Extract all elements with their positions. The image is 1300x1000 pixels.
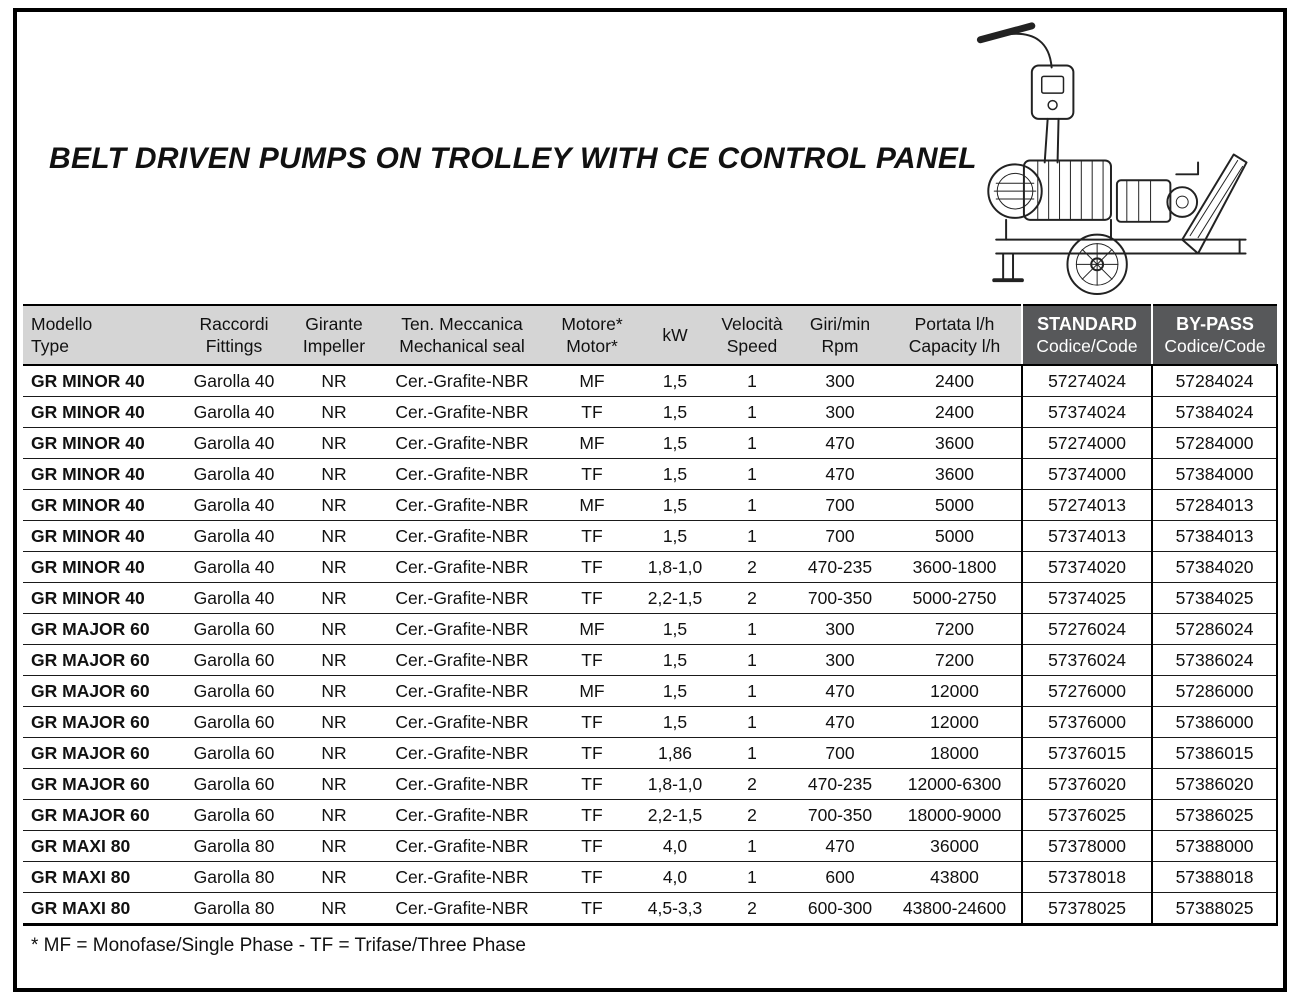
table-row — [23, 676, 1277, 707]
table-row — [23, 831, 1277, 862]
cell-motor: TF — [546, 800, 638, 831]
cell-fittings: Garolla 60 — [178, 645, 290, 676]
cell-kw: 1,86 — [638, 738, 712, 769]
cell-bypass-code: 57284013 — [1152, 490, 1277, 521]
pump-body — [1117, 162, 1198, 221]
cell-speed: 1 — [712, 831, 792, 862]
column-header-speed: Velocità Speed — [712, 305, 792, 365]
column-header-impeller: Girante Impeller — [290, 305, 378, 365]
cell-bypass-code: 57386015 — [1152, 738, 1277, 769]
cell-mechanical-seal: Cer.-Grafite-NBR — [378, 490, 546, 521]
trolley-frame — [994, 155, 1246, 281]
cell-standard-code: 57274000 — [1022, 428, 1152, 459]
cell-model: GR MINOR 40 — [23, 490, 178, 521]
table-row — [23, 738, 1277, 769]
cell-capacity: 5000-2750 — [888, 583, 1022, 614]
cell-standard-code: 57374025 — [1022, 583, 1152, 614]
cell-capacity: 18000 — [888, 738, 1022, 769]
cell-mechanical-seal: Cer.-Grafite-NBR — [378, 831, 546, 862]
cell-motor: TF — [546, 831, 638, 862]
cell-fittings: Garolla 40 — [178, 428, 290, 459]
cell-speed: 1 — [712, 676, 792, 707]
cell-capacity: 3600 — [888, 459, 1022, 490]
table-row — [23, 583, 1277, 614]
cell-standard-code: 57376020 — [1022, 769, 1152, 800]
cell-impeller: NR — [290, 365, 378, 397]
cell-capacity: 2400 — [888, 365, 1022, 397]
cell-capacity: 3600-1800 — [888, 552, 1022, 583]
cell-model: GR MAXI 80 — [23, 831, 178, 862]
cell-speed: 2 — [712, 800, 792, 831]
cell-model: GR MINOR 40 — [23, 459, 178, 490]
pump-trolley-illustration — [945, 16, 1275, 298]
cell-rpm: 300 — [792, 397, 888, 428]
table-body — [23, 365, 1277, 925]
cell-standard-code: 57378000 — [1022, 831, 1152, 862]
cell-model: GR MAJOR 60 — [23, 645, 178, 676]
cell-impeller: NR — [290, 862, 378, 893]
cell-fittings: Garolla 80 — [178, 831, 290, 862]
cell-speed: 1 — [712, 459, 792, 490]
cell-kw: 4,5-3,3 — [638, 893, 712, 925]
page-header — [23, 12, 1277, 304]
cell-motor: TF — [546, 707, 638, 738]
cell-capacity: 36000 — [888, 831, 1022, 862]
cell-speed: 1 — [712, 707, 792, 738]
cell-capacity: 18000-9000 — [888, 800, 1022, 831]
cell-kw: 1,5 — [638, 459, 712, 490]
cell-fittings: Garolla 40 — [178, 583, 290, 614]
column-header-model: Modello Type — [23, 305, 178, 365]
cell-rpm: 470-235 — [792, 552, 888, 583]
cell-speed: 1 — [712, 738, 792, 769]
cell-model: GR MAJOR 60 — [23, 738, 178, 769]
cell-standard-code: 57378025 — [1022, 893, 1152, 925]
cell-model: GR MINOR 40 — [23, 428, 178, 459]
cell-model: GR MINOR 40 — [23, 521, 178, 552]
cell-motor: TF — [546, 893, 638, 925]
electric-motor — [988, 160, 1111, 219]
cell-impeller: NR — [290, 893, 378, 925]
pump-trolley-illustration-svg — [945, 16, 1275, 298]
page-title: BELT DRIVEN PUMPS ON TROLLEY WITH CE CONTROL PANEL — [49, 142, 977, 175]
cell-model: GR MAJOR 60 — [23, 614, 178, 645]
cell-kw: 2,2-1,5 — [638, 800, 712, 831]
cell-mechanical-seal: Cer.-Grafite-NBR — [378, 738, 546, 769]
cell-standard-code: 57374024 — [1022, 397, 1152, 428]
header-row — [23, 305, 1277, 365]
cell-motor: TF — [546, 583, 638, 614]
cell-mechanical-seal: Cer.-Grafite-NBR — [378, 521, 546, 552]
column-header-bypass-code: BY-PASS Codice/Code — [1152, 305, 1277, 365]
cell-impeller: NR — [290, 552, 378, 583]
cell-speed: 2 — [712, 893, 792, 925]
cell-speed: 1 — [712, 614, 792, 645]
cell-bypass-code: 57388025 — [1152, 893, 1277, 925]
cell-motor: TF — [546, 459, 638, 490]
cell-impeller: NR — [290, 490, 378, 521]
cell-kw: 2,2-1,5 — [638, 583, 712, 614]
cell-bypass-code: 57284024 — [1152, 365, 1277, 397]
table-row — [23, 459, 1277, 490]
cell-kw: 1,8-1,0 — [638, 769, 712, 800]
table-row — [23, 800, 1277, 831]
cell-model: GR MINOR 40 — [23, 365, 178, 397]
cell-motor: TF — [546, 521, 638, 552]
cell-mechanical-seal: Cer.-Grafite-NBR — [378, 583, 546, 614]
cell-capacity: 7200 — [888, 645, 1022, 676]
control-panel — [1032, 65, 1074, 162]
cell-standard-code: 57376000 — [1022, 707, 1152, 738]
cell-standard-code: 57374013 — [1022, 521, 1152, 552]
cell-standard-code: 57374020 — [1022, 552, 1152, 583]
table-header — [23, 305, 1277, 365]
cell-rpm: 470 — [792, 428, 888, 459]
cell-standard-code: 57276000 — [1022, 676, 1152, 707]
cell-mechanical-seal: Cer.-Grafite-NBR — [378, 365, 546, 397]
cell-impeller: NR — [290, 614, 378, 645]
cell-impeller: NR — [290, 521, 378, 552]
cell-impeller: NR — [290, 645, 378, 676]
column-header-capacity: Portata l/h Capacity l/h — [888, 305, 1022, 365]
cell-motor: TF — [546, 862, 638, 893]
cell-impeller: NR — [290, 459, 378, 490]
cell-bypass-code: 57388018 — [1152, 862, 1277, 893]
cell-model: GR MINOR 40 — [23, 583, 178, 614]
table-row — [23, 552, 1277, 583]
cell-fittings: Garolla 60 — [178, 614, 290, 645]
cell-bypass-code: 57386024 — [1152, 645, 1277, 676]
cell-fittings: Garolla 40 — [178, 397, 290, 428]
cell-fittings: Garolla 40 — [178, 552, 290, 583]
column-header-fittings: Raccordi Fittings — [178, 305, 290, 365]
cell-motor: TF — [546, 738, 638, 769]
cell-impeller: NR — [290, 583, 378, 614]
cell-fittings: Garolla 40 — [178, 459, 290, 490]
cell-bypass-code: 57286024 — [1152, 614, 1277, 645]
cell-kw: 4,0 — [638, 831, 712, 862]
cell-motor: MF — [546, 428, 638, 459]
cell-capacity: 5000 — [888, 490, 1022, 521]
cell-rpm: 470 — [792, 459, 888, 490]
table-row — [23, 490, 1277, 521]
cell-speed: 1 — [712, 862, 792, 893]
cell-kw: 1,8-1,0 — [638, 552, 712, 583]
cell-fittings: Garolla 60 — [178, 707, 290, 738]
cell-bypass-code: 57386020 — [1152, 769, 1277, 800]
cell-rpm: 700 — [792, 738, 888, 769]
cell-fittings: Garolla 80 — [178, 862, 290, 893]
cell-bypass-code: 57384024 — [1152, 397, 1277, 428]
catalog-page — [13, 8, 1287, 992]
cell-mechanical-seal: Cer.-Grafite-NBR — [378, 428, 546, 459]
cell-mechanical-seal: Cer.-Grafite-NBR — [378, 459, 546, 490]
table-row — [23, 614, 1277, 645]
cell-fittings: Garolla 60 — [178, 800, 290, 831]
cell-capacity: 12000-6300 — [888, 769, 1022, 800]
cell-motor: TF — [546, 552, 638, 583]
cell-model: GR MINOR 40 — [23, 552, 178, 583]
cell-fittings: Garolla 40 — [178, 490, 290, 521]
cell-bypass-code: 57384025 — [1152, 583, 1277, 614]
cell-standard-code: 57276024 — [1022, 614, 1152, 645]
column-header-motor: Motore* Motor* — [546, 305, 638, 365]
cell-rpm: 700 — [792, 490, 888, 521]
cell-speed: 2 — [712, 583, 792, 614]
cell-rpm: 700-350 — [792, 800, 888, 831]
cell-impeller: NR — [290, 676, 378, 707]
cell-standard-code: 57274013 — [1022, 490, 1152, 521]
column-header-mechanical-seal: Ten. Meccanica Mechanical seal — [378, 305, 546, 365]
cell-capacity: 3600 — [888, 428, 1022, 459]
cell-mechanical-seal: Cer.-Grafite-NBR — [378, 769, 546, 800]
cell-impeller: NR — [290, 831, 378, 862]
cell-mechanical-seal: Cer.-Grafite-NBR — [378, 397, 546, 428]
column-header-standard-code: STANDARD Codice/Code — [1022, 305, 1152, 365]
cell-capacity: 2400 — [888, 397, 1022, 428]
cell-speed: 1 — [712, 365, 792, 397]
cell-kw: 1,5 — [638, 614, 712, 645]
cell-rpm: 700-350 — [792, 583, 888, 614]
cell-capacity: 12000 — [888, 676, 1022, 707]
cell-impeller: NR — [290, 769, 378, 800]
cell-rpm: 700 — [792, 521, 888, 552]
cell-fittings: Garolla 80 — [178, 893, 290, 925]
cell-rpm: 300 — [792, 614, 888, 645]
cell-bypass-code: 57386025 — [1152, 800, 1277, 831]
table-row — [23, 645, 1277, 676]
cell-bypass-code: 57384013 — [1152, 521, 1277, 552]
cell-impeller: NR — [290, 738, 378, 769]
cell-bypass-code: 57384000 — [1152, 459, 1277, 490]
cell-mechanical-seal: Cer.-Grafite-NBR — [378, 862, 546, 893]
cell-speed: 1 — [712, 428, 792, 459]
cell-impeller: NR — [290, 800, 378, 831]
cell-mechanical-seal: Cer.-Grafite-NBR — [378, 707, 546, 738]
cell-speed: 1 — [712, 397, 792, 428]
table-row — [23, 893, 1277, 925]
cell-kw: 1,5 — [638, 707, 712, 738]
cell-fittings: Garolla 40 — [178, 365, 290, 397]
cell-mechanical-seal: Cer.-Grafite-NBR — [378, 676, 546, 707]
cell-speed: 1 — [712, 490, 792, 521]
cell-kw: 1,5 — [638, 428, 712, 459]
cell-bypass-code: 57386000 — [1152, 707, 1277, 738]
cell-model: GR MINOR 40 — [23, 397, 178, 428]
cell-speed: 1 — [712, 645, 792, 676]
cell-rpm: 470-235 — [792, 769, 888, 800]
cell-bypass-code: 57388000 — [1152, 831, 1277, 862]
cell-standard-code: 57376024 — [1022, 645, 1152, 676]
cell-capacity: 12000 — [888, 707, 1022, 738]
cell-mechanical-seal: Cer.-Grafite-NBR — [378, 614, 546, 645]
cell-impeller: NR — [290, 707, 378, 738]
cell-capacity: 5000 — [888, 521, 1022, 552]
cell-mechanical-seal: Cer.-Grafite-NBR — [378, 645, 546, 676]
cell-motor: TF — [546, 769, 638, 800]
cell-standard-code: 57378018 — [1022, 862, 1152, 893]
cell-kw: 4,0 — [638, 862, 712, 893]
cell-motor: TF — [546, 397, 638, 428]
table-row — [23, 365, 1277, 397]
cell-model: GR MAJOR 60 — [23, 800, 178, 831]
cell-mechanical-seal: Cer.-Grafite-NBR — [378, 893, 546, 925]
cell-bypass-code: 57384020 — [1152, 552, 1277, 583]
cell-impeller: NR — [290, 428, 378, 459]
cell-rpm: 470 — [792, 831, 888, 862]
cell-kw: 1,5 — [638, 397, 712, 428]
cell-capacity: 43800-24600 — [888, 893, 1022, 925]
table-row — [23, 862, 1277, 893]
cell-speed: 2 — [712, 552, 792, 583]
cell-kw: 1,5 — [638, 490, 712, 521]
cell-fittings: Garolla 60 — [178, 676, 290, 707]
column-header-kw: kW — [638, 305, 712, 365]
cell-fittings: Garolla 40 — [178, 521, 290, 552]
cell-rpm: 470 — [792, 676, 888, 707]
cell-standard-code: 57376015 — [1022, 738, 1152, 769]
cell-impeller: NR — [290, 397, 378, 428]
cell-model: GR MAJOR 60 — [23, 769, 178, 800]
cell-mechanical-seal: Cer.-Grafite-NBR — [378, 800, 546, 831]
pump-spec-table — [23, 304, 1278, 926]
table-row — [23, 428, 1277, 459]
cell-fittings: Garolla 60 — [178, 769, 290, 800]
cell-motor: MF — [546, 676, 638, 707]
column-header-rpm: Giri/min Rpm — [792, 305, 888, 365]
cell-kw: 1,5 — [638, 521, 712, 552]
cell-bypass-code: 57284000 — [1152, 428, 1277, 459]
cell-mechanical-seal: Cer.-Grafite-NBR — [378, 552, 546, 583]
table-row — [23, 521, 1277, 552]
cell-motor: MF — [546, 365, 638, 397]
cell-kw: 1,5 — [638, 645, 712, 676]
cell-standard-code: 57274024 — [1022, 365, 1152, 397]
table-row — [23, 397, 1277, 428]
cell-model: GR MAXI 80 — [23, 893, 178, 925]
cell-motor: MF — [546, 490, 638, 521]
trolley-handle — [980, 26, 1051, 68]
cell-model: GR MAXI 80 — [23, 862, 178, 893]
cell-motor: MF — [546, 614, 638, 645]
cell-rpm: 300 — [792, 645, 888, 676]
table-row — [23, 769, 1277, 800]
cell-speed: 1 — [712, 521, 792, 552]
cell-model: GR MAJOR 60 — [23, 676, 178, 707]
cell-kw: 1,5 — [638, 676, 712, 707]
cell-bypass-code: 57286000 — [1152, 676, 1277, 707]
cell-rpm: 600-300 — [792, 893, 888, 925]
cell-model: GR MAJOR 60 — [23, 707, 178, 738]
cell-rpm: 600 — [792, 862, 888, 893]
cell-speed: 2 — [712, 769, 792, 800]
table-row — [23, 707, 1277, 738]
cell-rpm: 470 — [792, 707, 888, 738]
cell-capacity: 7200 — [888, 614, 1022, 645]
cell-standard-code: 57374000 — [1022, 459, 1152, 490]
cell-standard-code: 57376025 — [1022, 800, 1152, 831]
cell-fittings: Garolla 60 — [178, 738, 290, 769]
cell-rpm: 300 — [792, 365, 888, 397]
trolley-wheel — [1067, 235, 1126, 294]
cell-capacity: 43800 — [888, 862, 1022, 893]
cell-kw: 1,5 — [638, 365, 712, 397]
footnote: * MF = Monofase/Single Phase - TF = Trifase/Three Phase — [31, 935, 526, 956]
cell-motor: TF — [546, 645, 638, 676]
